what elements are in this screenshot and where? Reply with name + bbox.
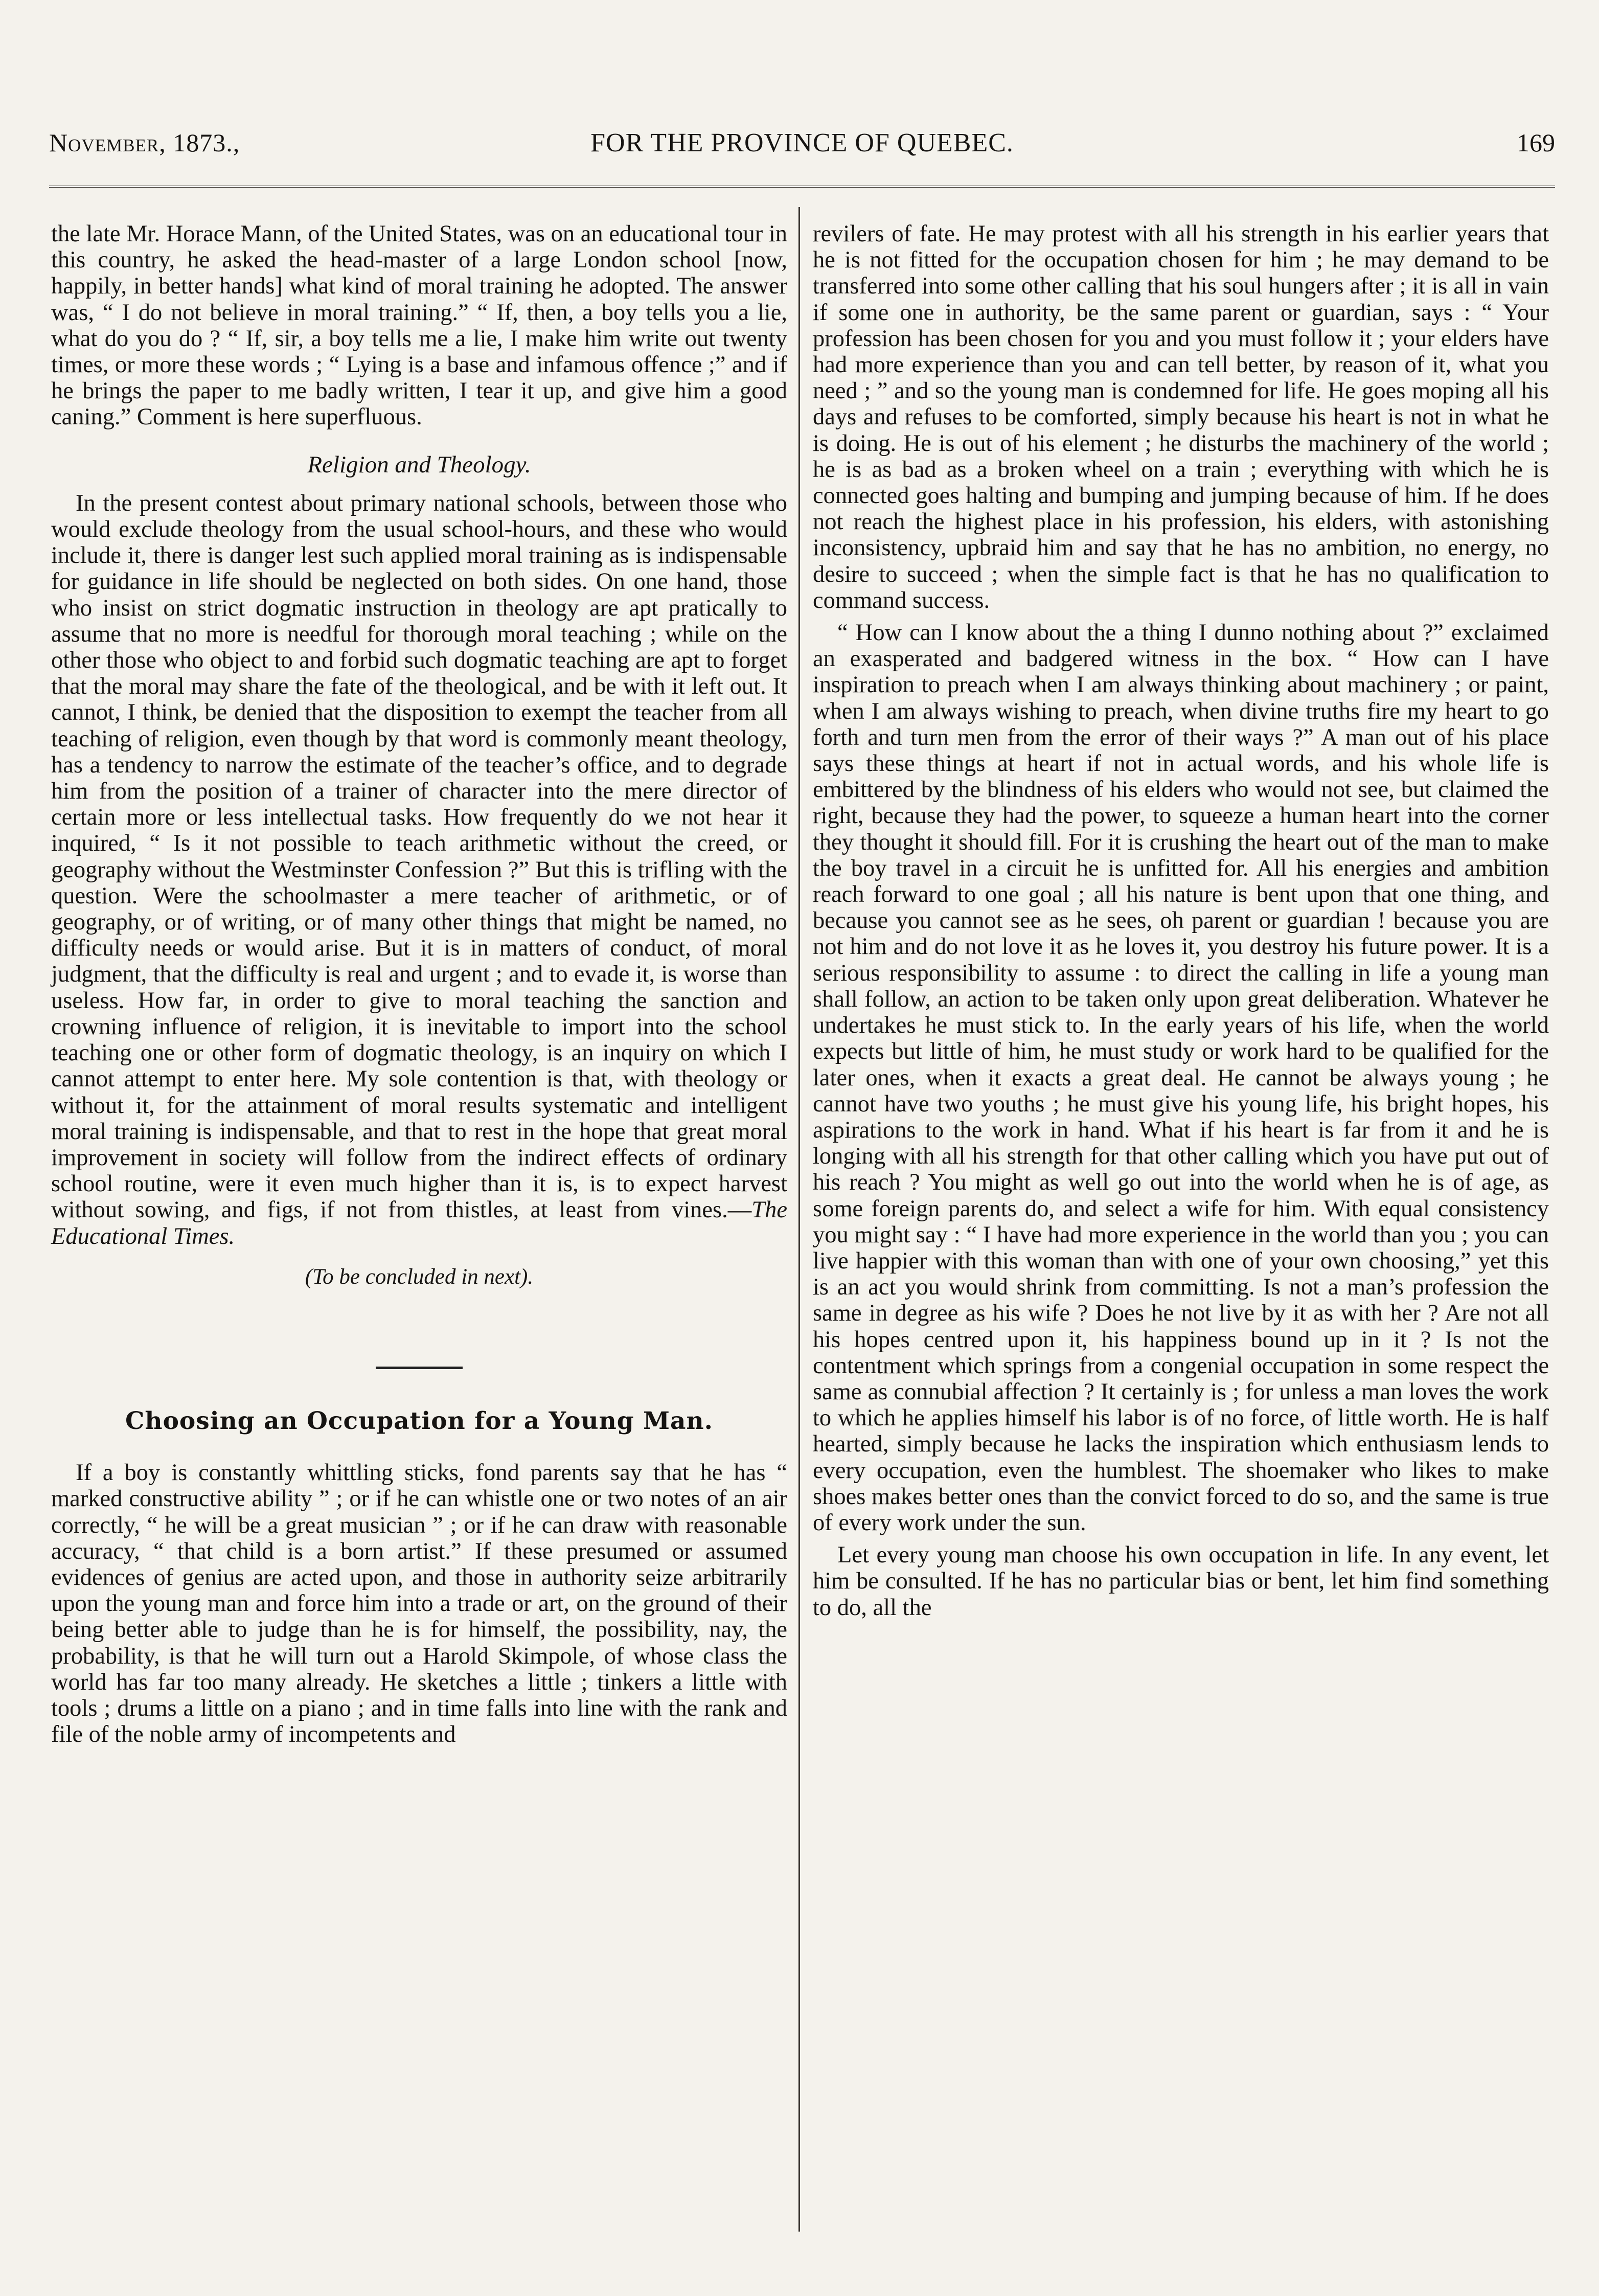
column-divider <box>798 207 800 2232</box>
witness-paragraph: “ How can I know about the a thing I dunno nothing about ?” exclaimed an exasperated and badgered witness in the box. “ How can I have inspiration to preach when I am always thinking about machinery ; or paint, when I am always wishing to preach, when divine truths fire my heart to go forth and turn men from the error of their ways ?” A man out of his place says these things at heart if not in actual words, and his whole life is embittered by the blindness of his elders who would not see, but claimed the right, because they had the power, to squeeze a human heart into the corner they thought it should fill. For it is crushing the heart out of the man to make the boy travel in a circuit he is unfitted for. All his energies and ambition reach forward to one goal ; all his nature is bent upon that one thing, and because you cannot see as he sees, oh parent or guardian ! because you are not him and do not love it as he loves it, you destroy his future power. It is a serious responsibility to assume : to direct the calling in life a young man shall follow, an action to be taken only upon great deliberation. Whatever he undertakes he must stick to. In the early years of his life, when the world expects but little of him, he must study or work hard to be qualified for the later ones, when it exacts a great deal. He cannot be always young ; he cannot have two youths ; he must give his young life, his bright hopes, his aspirations to the work in hand. What if his heart is far from it and he is longing with all his strength for that other calling which you have put out of his reach ? You might as well go out into the world when he is of age, as some foreign parents do, and select a wife for him. With equal consistency you might say : “ I have had more experience in the world than you ; you can live happier with this woman than with one of your own choosing,” yet this is an act you would shrink from committing. Is not a man’s profession the same in degree as his wife ? Does he not live by it as with her ? Are not all his hopes centred upon it, his happiness bound up in it ? Is not the contentment which springs from a congenial occupation in some respect the same as connubial affection ? It certainly is ; for unless a man loves the work to which he applies himself his labor is of no force, of little worth. He is half hearted, simply because he lacks the inspiration which enthusiasm lends to every occupation, even the humblest. The shoemaker who likes to make shoes makes better ones than the convict forced to do so, and the same is true of every work under the sun. <box>813 620 1549 1536</box>
section-divider-rule <box>376 1367 463 1369</box>
article-title: Choosing an Occupation for a Young Man. <box>125 1406 713 1435</box>
occupation-paragraph: If a boy is constantly whittling sticks, fond parents say that he has “ marked constructive ability ” ; or if he can whistle one or two notes of an air correctly, “ he will be a great musician ” ; or if he can draw with reasonable accuracy, “ that child is a born artist.” If these presumed or assumed evidences of genius are acted upon, and those in authority seize arbitrarily upon the young man and force him into a trade or art, on the ground of their being better able to judge than he is for himself, the possibility, nay, the probability, is that he will turn out a Harold Skimpole, of whose class the world has far too many already. He sketches a little ; tinkers a little with tools ; drums a little on a piano ; and in time falls into line with the rank and file of the noble army of incompetents and <box>51 1460 787 1748</box>
right-column <box>813 221 1549 1627</box>
section-subhead: Religion and Theology. <box>307 451 531 478</box>
to-be-concluded-note: (To be concluded in next). <box>305 1264 534 1289</box>
left-column <box>51 221 787 1754</box>
opening-paragraph: the late Mr. Horace Mann, of the United States, was on an educational tour in this country, he asked the head-master of a large London school [now, happily, in better hands] what kind of moral training he adopted. The answer was, “ I do not believe in moral training.” “ If, then, a boy tells you a lie, what do you do ? “ If, sir, a boy tells me a lie, I make him write out twenty times, or more these words ; “ Lying is a base and infamous offence ;” and if he brings the paper to me badly written, I tear it up, and give him a good caning.” Comment is here superfluous. <box>51 221 787 430</box>
attribution: The Educational Times. <box>51 1197 787 1249</box>
continuation-paragraph: revilers of fate. He may protest with all his strength in his earlier years that he is not fitted for the occupation chosen for him ; he may demand to be transferred into some other calling that his soul hungers after ; it is all in vain if some one in authority, be the same parent or guardian, says : “ Your profession has been chosen for you and you must follow it ; your elders have had more experience than you and can tell better, by reason of it, what you need ; ” and so the young man is condemned for life. He goes moping all his days and refuses to be comforted, simply because his heart is not in what he is doing. He is out of his element ; he disturbs the machinery of the world ; he is as bad as a broken wheel on a train ; everything with which he is connected goes halting and bumping and jumping because of him. If he does not reach the highest place in his profession, his elders, with astonishing inconsistency, upbraid him and say that he has no ambition, no energy, no desire to succeed ; when the simple fact is that he has no qualification to command success. <box>813 221 1549 613</box>
running-header <box>49 128 1555 164</box>
header-rule <box>49 186 1555 188</box>
header-title: FOR THE PROVINCE OF QUEBEC. <box>590 128 1014 157</box>
final-paragraph: Let every young man choose his own occupation in life. In any event, let him be consulted. If he has no particular bias or bent, let him find something to do, all the <box>813 1542 1549 1621</box>
religion-paragraph <box>51 490 787 1249</box>
page-number: 169 <box>1517 128 1555 157</box>
religion-paragraph-text: In the present contest about primary national schools, between those who would exclude theology from the usual school-hours, and these who would include it, there is danger lest such applied moral training as is indispensable for guidance in life should be neglected on both sides. On one hand, those who insist on strict dogmatic instruction in theology are apt pratically to assume that no more is needful for thorough moral teaching ; while on the other those who object to and forbid such dogmatic teaching are apt to forget that the moral may share the fate of the theological, and be with it left out. It cannot, I think, be denied that the disposition to exempt the teacher from all teaching of religion, even though by that word is commonly meant theology, has a tendency to narrow the estimate of the teacher’s office, and to degrade him from the position of a trainer of character into the mere director of certain more or less intellectual tasks. How frequently do we not hear it inquired, “ Is it not possible to teach arithmetic without the creed, or geography without the Westminster Confession ?” But this is trifling with the question. Were the schoolmaster a mere teacher of arithmetic, or of geography, or of writing, or of many other things that might be named, no difficulty needs or would arise. But it is in matters of conduct, of moral judgment, that the difficulty is real and urgent ; and to evade it, is worse than useless. How far, in order to give to moral teaching the sanction and crowning influence of religion, it is inevitable to import into the school teaching one or other form of dogmatic theology, is an inquiry on which I cannot attempt to enter here. My sole contention is that, with theology or without it, for the attainment of moral results systematic and intelligent moral training is indispensable, and that to rest in the hope that great moral improvement in society will follow from the indirect effects of ordinary school routine, were it even much higher than it is, is to expect harvest without sowing, and figs, if not from thistles, at least from vines.— <box>51 490 787 1223</box>
header-date: November, 1873., <box>49 128 240 157</box>
